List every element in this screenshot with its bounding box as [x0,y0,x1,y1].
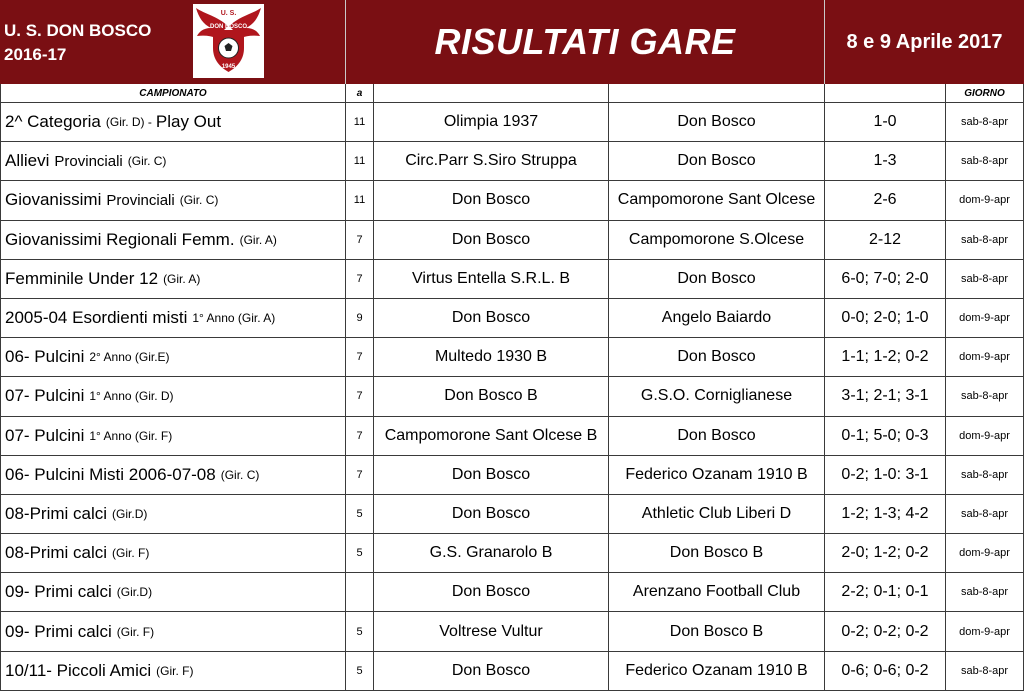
category-name: Giovanissimi Regionali Femm. [5,229,235,249]
category-group: (Gir. A) [239,232,277,247]
category-name: 07- Pulcini [5,386,85,406]
home-team: Don Bosco [451,583,531,601]
home-team-cell [374,456,609,494]
home-team-cell [374,417,609,455]
category-cell [0,612,346,650]
category-name: 10/11- Piccoli Amici [5,660,152,680]
round-cell [346,612,374,650]
result-cell [825,417,946,455]
away-team: Federico Ozanam 1910 B [625,661,808,679]
match-date: 8 e 9 Aprile 2017 [846,30,1003,53]
category-name: 08-Primi calci [5,543,108,563]
match-result: 6-0; 7-0; 2-0 [841,269,929,287]
home-team: Campomorone Sant Olcese B [384,426,598,444]
day-cell [946,377,1024,415]
home-team-cell [374,142,609,180]
result-cell [825,612,946,650]
result-cell [825,534,946,572]
away-team: Campomorone Sant Olcese [617,191,816,209]
day-cell [946,573,1024,611]
match-day: dom-9-apr [959,625,1010,638]
away-team-cell [609,260,825,298]
away-team: Athletic Club Liberi D [641,504,792,522]
away-team: G.S.O. Corniglianese [640,387,793,405]
day-cell [946,652,1024,690]
category-phase: Play Out [155,112,222,132]
results-table [0,84,1024,691]
table-row [0,652,1024,691]
away-team-cell [609,377,825,415]
svg-text:DON BOSCO: DON BOSCO [209,24,248,30]
home-team: Don Bosco [451,465,531,483]
col-header-giorno: GIORNO [946,84,1024,102]
day-cell [946,181,1024,219]
match-result: 0-6; 0-6; 0-2 [841,661,929,679]
home-team-cell [374,103,609,141]
table-row [0,338,1024,377]
col-header-campionato: CAMPIONATO [0,84,346,102]
match-day: sab-8-apr [960,586,1009,599]
away-team: Arenzano Football Club [632,583,801,601]
category-name: 06- Pulcini [5,347,85,367]
round-number: 5 [356,547,363,560]
away-team: Don Bosco [677,152,756,170]
day-cell [946,456,1024,494]
category-group: 1° Anno (Gir. F) [89,428,173,443]
home-team-cell [374,181,609,219]
round-number: 11 [353,116,366,129]
day-cell [946,612,1024,650]
match-day: dom-9-apr [959,312,1010,325]
round-number: 11 [353,194,366,207]
home-team-cell [374,377,609,415]
away-team: Don Bosco [677,426,756,444]
round-cell [346,534,374,572]
match-day: dom-9-apr [959,194,1010,207]
category-cell [0,103,346,141]
home-team-cell [374,612,609,650]
round-cell [346,495,374,533]
home-team: Don Bosco [451,661,531,679]
round-cell [346,417,374,455]
category-cell [0,652,346,690]
round-number: 5 [356,664,363,677]
club-name: U. S. DON BOSCO [4,21,152,40]
category-group: (Gir. C) [127,154,167,169]
away-team: Campomorone S.Olcese [628,230,805,248]
category-name: Allievi [5,151,50,171]
category-group: (Gir.D) [112,506,148,521]
result-cell [825,181,946,219]
result-cell [825,299,946,337]
result-cell [825,652,946,690]
table-row [0,377,1024,416]
match-day: sab-8-apr [960,664,1009,677]
table-row [0,495,1024,534]
home-team: Voltrese Vultur [439,622,543,640]
round-number: 7 [356,351,363,364]
home-team-cell [374,534,609,572]
category-level: Provinciali [106,191,175,209]
match-result: 2-0; 1-2; 0-2 [841,544,929,562]
col-header-round: a [346,84,374,102]
round-number: 7 [356,272,363,285]
match-result: 0-1; 5-0; 0-3 [841,426,929,444]
col-header-away [609,84,825,102]
category-cell [0,417,346,455]
away-team-cell [609,417,825,455]
round-cell [346,573,374,611]
away-team: Don Bosco B [669,622,764,640]
away-team-cell [609,456,825,494]
category-cell [0,456,346,494]
category-name: 09- Primi calci [5,582,112,602]
category-name: 2005-04 Esordienti misti [5,308,188,328]
away-team-cell [609,534,825,572]
category-group: (Gir. C) [179,193,219,208]
category-group: (Gir.D) [116,585,153,600]
home-team: Olimpia 1937 [443,113,539,131]
match-day: sab-8-apr [960,233,1009,246]
round-number: 7 [356,233,363,246]
away-team: Don Bosco [677,269,756,287]
round-cell [346,377,374,415]
away-team: Federico Ozanam 1910 B [625,465,808,483]
table-row [0,299,1024,338]
match-result: 0-2; 0-2; 0-2 [841,622,929,640]
result-cell [825,377,946,415]
away-team-cell [609,142,825,180]
round-number: 7 [356,390,363,403]
club-header [0,0,346,84]
table-row [0,221,1024,260]
home-team: Don Bosco [451,191,531,209]
away-team-cell [609,299,825,337]
match-day: dom-9-apr [959,429,1010,442]
away-team: Angelo Baiardo [661,309,772,327]
category-name: 09- Primi calci [5,621,112,641]
away-team-cell [609,495,825,533]
col-header-result [825,84,946,102]
match-result: 0-2; 1-0: 3-1 [841,465,929,483]
day-cell [946,103,1024,141]
category-cell [0,299,346,337]
result-cell [825,103,946,141]
result-cell [825,338,946,376]
away-team: Don Bosco [677,348,756,366]
home-team: Virtus Entella S.R.L. B [412,269,570,287]
page-title-band [346,0,825,84]
away-team-cell [609,573,825,611]
away-team-cell [609,103,825,141]
col-header-home [374,84,609,102]
round-number: 7 [356,468,363,481]
round-cell [346,221,374,259]
category-group: (Gir. F) [156,663,194,678]
category-cell [0,377,346,415]
day-cell [946,299,1024,337]
away-team-cell [609,652,825,690]
category-name: 08-Primi calci [5,503,108,523]
column-header-row [0,84,1024,103]
away-team: Don Bosco B [669,544,764,562]
category-group: 1° Anno (Gir. D) [89,389,174,404]
round-cell [346,338,374,376]
match-result: 2-2; 0-1; 0-1 [841,583,929,601]
result-cell [825,456,946,494]
match-result: 1-3 [873,152,897,170]
match-result: 1-0 [873,113,897,131]
day-cell [946,221,1024,259]
match-result: 1-2; 1-3; 4-2 [841,504,929,522]
round-number: 11 [353,155,366,168]
home-team-cell [374,260,609,298]
category-name: Femminile Under 12 [5,268,159,288]
round-number: 7 [356,429,363,442]
category-group: (Gir. F) [116,624,155,639]
category-name: Giovanissimi [5,190,102,210]
day-cell [946,260,1024,298]
table-row [0,181,1024,220]
home-team: G.S. Granarolo B [429,544,553,562]
home-team-cell [374,573,609,611]
table-row [0,573,1024,612]
table-row [0,417,1024,456]
away-team: Don Bosco [677,113,756,131]
category-group: 2° Anno (Gir.E) [89,350,170,365]
day-cell [946,417,1024,455]
date-band [825,0,1024,84]
club-crest-icon [193,4,264,78]
match-day: sab-8-apr [960,116,1009,129]
away-team-cell [609,221,825,259]
season: 2016-17 [4,45,67,64]
round-cell [346,456,374,494]
svg-text:U. S.: U. S. [220,10,237,17]
day-cell [946,534,1024,572]
match-day: dom-9-apr [959,547,1010,560]
category-cell [0,181,346,219]
result-cell [825,495,946,533]
home-team: Circ.Parr S.Siro Struppa [405,152,577,170]
home-team: Don Bosco [451,309,531,327]
table-row [0,260,1024,299]
table-row [0,103,1024,142]
home-team-cell [374,495,609,533]
result-cell [825,142,946,180]
category-cell [0,338,346,376]
table-row [0,534,1024,573]
table-row [0,142,1024,181]
category-group: (Gir. D) - [105,115,152,130]
round-number: 9 [356,312,363,325]
match-result: 0-0; 2-0; 1-0 [841,309,929,327]
match-day: sab-8-apr [960,272,1009,285]
round-cell [346,652,374,690]
home-team: Don Bosco B [444,387,538,405]
result-cell [825,260,946,298]
home-team: Don Bosco [451,230,531,248]
match-day: sab-8-apr [960,390,1009,403]
round-cell [346,103,374,141]
category-group: (Gir. C) [220,467,260,482]
round-cell [346,181,374,219]
round-number: 5 [356,507,363,520]
away-team-cell [609,612,825,650]
round-cell [346,260,374,298]
category-level: Provinciali [54,152,123,170]
category-cell [0,534,346,572]
home-team-cell [374,652,609,690]
category-group: (Gir. F) [112,546,150,561]
category-name: 06- Pulcini Misti 2006-07-08 [5,464,216,484]
category-group: 1° Anno (Gir. A) [192,311,276,326]
category-group: (Gir. A) [163,271,201,286]
category-name: 2^ Categoria [5,112,101,132]
club-logo [193,4,264,78]
round-number: 5 [356,625,363,638]
match-result: 3-1; 2-1; 3-1 [841,387,929,405]
category-cell [0,221,346,259]
day-cell [946,338,1024,376]
category-name: 07- Pulcini [5,425,85,445]
away-team-cell [609,181,825,219]
round-cell [346,299,374,337]
category-cell [0,142,346,180]
home-team-cell [374,338,609,376]
match-day: sab-8-apr [960,155,1009,168]
page-title: RISULTATI GARE [434,21,736,62]
match-day: sab-8-apr [960,468,1009,481]
category-cell [0,260,346,298]
category-cell [0,573,346,611]
match-result: 2-12 [868,230,902,248]
home-team-cell [374,221,609,259]
svg-text:1945: 1945 [221,64,236,70]
match-day: sab-8-apr [960,507,1009,520]
result-cell [825,221,946,259]
round-cell [346,142,374,180]
result-cell [825,573,946,611]
home-team-cell [374,299,609,337]
match-result: 2-6 [873,191,897,209]
match-result: 1-1; 1-2; 0-2 [841,348,929,366]
category-cell [0,495,346,533]
table-row [0,612,1024,651]
home-team: Multedo 1930 B [434,348,548,366]
table-row [0,456,1024,495]
day-cell [946,495,1024,533]
home-team: Don Bosco [451,504,531,522]
match-day: dom-9-apr [959,351,1010,364]
day-cell [946,142,1024,180]
away-team-cell [609,338,825,376]
